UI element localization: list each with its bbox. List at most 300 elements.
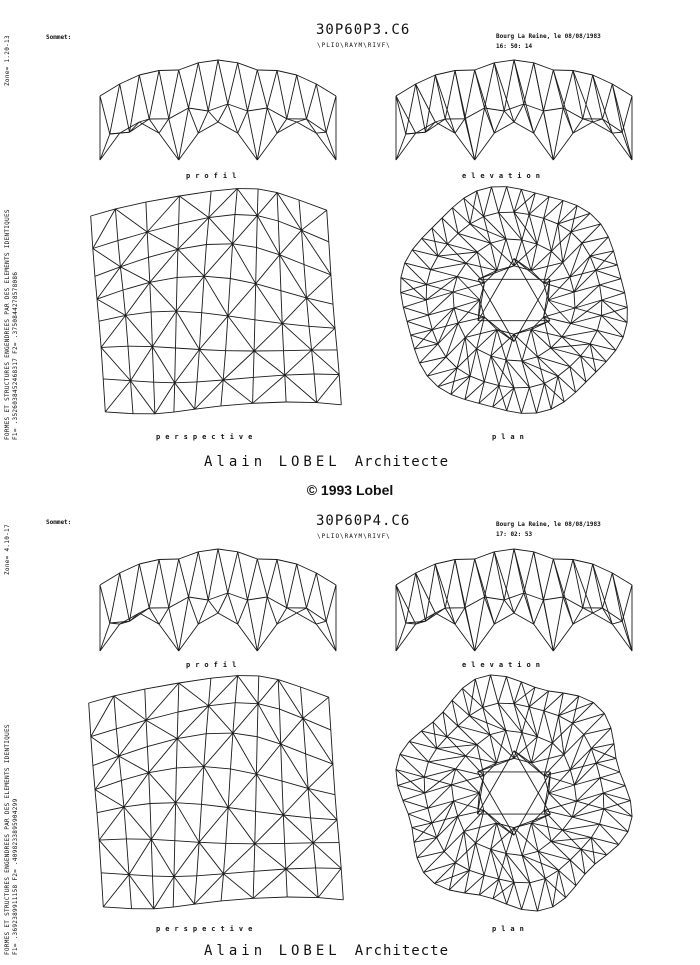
structure-edge [514, 60, 534, 133]
structure-edge [411, 330, 433, 335]
structure-edge [257, 108, 267, 160]
structure-edge [462, 688, 469, 715]
structure-edge [230, 279, 255, 284]
structure-edge [538, 907, 553, 911]
sheet-2-drawings [0, 485, 700, 962]
plan-view [396, 675, 632, 911]
structure-edge [173, 904, 194, 907]
structure-edge [258, 189, 277, 193]
structure-edge [341, 868, 343, 899]
structure-edge [174, 876, 197, 877]
sheet-1-drawings [0, 0, 700, 480]
structure-edge [571, 315, 602, 323]
structure-edge [307, 298, 336, 328]
structure-edge [537, 409, 552, 413]
signature [204, 454, 449, 470]
structure-edge [435, 75, 445, 119]
structure-edge [507, 187, 514, 213]
structure-edge [575, 308, 601, 315]
structure-edge [558, 224, 563, 263]
structure-edge [407, 321, 411, 335]
structure-edge [563, 560, 573, 598]
structure-edge [466, 745, 477, 756]
structure-edge [189, 597, 199, 624]
structure-edge [150, 249, 178, 282]
structure-edge [208, 111, 218, 122]
structure-edge [103, 379, 105, 412]
structure-edge [531, 244, 537, 270]
structure-edge [177, 739, 204, 767]
structure-edge [280, 255, 281, 291]
structure-edge [590, 237, 608, 256]
plan-caption: plan [492, 925, 529, 933]
structure-edge [139, 71, 159, 76]
structure-edge [537, 244, 551, 251]
structure-edge [286, 868, 316, 869]
structure-edge [223, 351, 254, 380]
structure-edge [285, 843, 286, 869]
structure-edge [406, 573, 416, 623]
structure-edge [438, 344, 446, 357]
structure-edge [287, 608, 297, 613]
structure-edge [297, 608, 307, 613]
structure-edge [253, 897, 287, 898]
structure-edge [444, 816, 458, 851]
structure-edge [282, 298, 306, 324]
structure-edge [479, 403, 493, 407]
structure-edge [576, 874, 585, 886]
structure-edge [176, 803, 200, 843]
structure-edge [531, 330, 537, 357]
structure-edge [415, 349, 420, 363]
structure-edge [437, 737, 447, 749]
structure-edge [189, 108, 209, 111]
structure-edge [577, 206, 590, 214]
structure-edge [299, 200, 327, 210]
structure-edge [100, 585, 110, 623]
structure-edge [89, 703, 91, 737]
structure-edge [396, 96, 406, 134]
structure-edge [297, 119, 307, 122]
structure-edge [126, 282, 150, 315]
structure-edge [282, 323, 309, 326]
structure-edge [159, 608, 169, 624]
structure-edge [506, 239, 522, 240]
structure-edge [235, 189, 237, 215]
structure-edge [603, 786, 625, 793]
structure-edge [499, 386, 514, 388]
structure-edge [195, 382, 197, 409]
structure-edge [612, 573, 632, 651]
structure-edge [544, 308, 575, 317]
structure-edge [121, 773, 148, 781]
structure-edge [218, 60, 228, 104]
structure-edge [403, 793, 425, 800]
drawing-sheet-2 [0, 485, 700, 965]
structure-edge [318, 868, 341, 897]
structure-edge [411, 335, 438, 344]
structure-edge [128, 346, 131, 381]
structure-edge [562, 830, 591, 838]
structure-edge [211, 676, 238, 679]
structure-edge [238, 111, 248, 133]
structure-edge [218, 549, 238, 552]
signature [204, 943, 449, 959]
structure-edge [267, 108, 277, 133]
structure-edge [553, 559, 573, 624]
structure-edge [114, 696, 146, 720]
structure-edge [307, 275, 331, 298]
structure-edge [514, 549, 534, 624]
structure-edge [307, 298, 310, 326]
structure-edge [455, 559, 475, 560]
structure-edge [491, 849, 499, 879]
structure-edge [228, 808, 255, 844]
structure-edge [115, 209, 118, 241]
structure-edge [504, 600, 514, 613]
structure-edge [412, 250, 438, 256]
structure-edge [316, 132, 326, 133]
structure-edge [475, 675, 490, 679]
structure-edge [197, 380, 223, 382]
structure-edge [558, 367, 570, 377]
structure-edge [221, 874, 223, 901]
structure-edge [529, 707, 544, 711]
structure-edge [150, 282, 177, 311]
structure-edge [602, 293, 625, 300]
structure-edge [99, 840, 129, 875]
structure-edge [110, 133, 120, 134]
structure-edge [177, 712, 178, 739]
structure-edge [297, 564, 307, 608]
structure-edge [254, 323, 282, 351]
structure-edge [438, 256, 466, 263]
structure-edge [544, 801, 576, 810]
structure-edge [521, 189, 535, 193]
structure-edge [417, 852, 444, 858]
structure-edge [331, 275, 333, 304]
structure-edge [438, 244, 448, 256]
structure-edge [257, 559, 277, 560]
structure-edge [178, 683, 179, 712]
structure-edge [485, 552, 495, 597]
structure-edge [437, 816, 458, 837]
structure-edge [593, 703, 604, 714]
structure-edge [131, 381, 155, 414]
structure-edge [401, 263, 405, 278]
structure-edge [202, 767, 204, 805]
structure-edge [120, 75, 140, 84]
structure-edge [316, 573, 326, 621]
structure-edge [297, 75, 307, 119]
structure-edge [278, 680, 303, 719]
structure-edge [437, 748, 466, 756]
structure-edge [105, 412, 133, 414]
structure-edge [544, 317, 562, 337]
structure-edge [583, 564, 593, 608]
structure-edge [233, 704, 258, 733]
structure-edge [233, 244, 257, 248]
structure-edge [149, 773, 176, 803]
structure-edge [177, 249, 178, 277]
structure-edge [535, 687, 549, 691]
side-caption: FORMES ET STRUCTURES ENGENDREES PAR DES ELEMENTS IDENTIQUES [4, 209, 11, 440]
structure-edge [257, 597, 267, 651]
structure-edge [282, 781, 283, 815]
drawing-title: 30P60P3.C6 [316, 22, 410, 38]
structure-edge [506, 731, 522, 733]
structure-edge [307, 119, 317, 133]
structure-edge [120, 613, 140, 624]
structure-edge [153, 876, 175, 877]
structure-edge [287, 75, 297, 119]
structure-edge [522, 823, 531, 855]
structure-edge [204, 733, 233, 767]
structure-edge [235, 215, 257, 216]
structure-edge [475, 70, 495, 133]
place-date: Bourg La Reine, le 08/08/1983 [496, 33, 601, 40]
structure-edge [316, 84, 336, 96]
structure-edge [281, 744, 282, 781]
structure-edge [259, 676, 278, 680]
structure-edge [280, 255, 304, 265]
structure-edge [603, 608, 623, 621]
structure-edge [464, 198, 470, 224]
structure-edge [316, 84, 326, 132]
structure-edge [197, 350, 199, 382]
structure-edge [331, 730, 333, 764]
structure-edge [559, 860, 571, 870]
structure-edge [416, 613, 436, 624]
structure-edge [235, 703, 258, 704]
structure-edge [129, 839, 151, 874]
structure-edge [406, 84, 416, 134]
structure-edge [522, 851, 538, 855]
structure-edge [277, 193, 299, 200]
structure-edge [484, 213, 499, 217]
structure-edge [521, 682, 535, 688]
structure-edge [179, 108, 189, 160]
structure-edge [100, 84, 120, 96]
structure-edge [416, 573, 426, 621]
structure-edge [256, 737, 257, 775]
structure-edge [309, 326, 312, 350]
structure-edge [304, 265, 331, 275]
structure-edge [401, 293, 404, 308]
structure-edge [577, 801, 604, 809]
structure-edge [431, 256, 438, 270]
structure-edge [432, 823, 437, 838]
structure-edge [257, 70, 267, 108]
structure-edge [283, 788, 308, 815]
elevation-view [396, 60, 632, 160]
structure-edge [199, 808, 228, 843]
structure-edge [209, 678, 211, 706]
structure-edge [115, 202, 145, 209]
structure-edge [253, 377, 254, 403]
structure-edge [446, 323, 458, 357]
structure-edge [529, 214, 544, 218]
structure-edge [449, 890, 465, 893]
structure-edge [506, 853, 522, 855]
structure-edge [233, 244, 256, 284]
structure-edge [535, 193, 549, 197]
structure-edge [97, 299, 99, 321]
structure-edge [256, 255, 280, 284]
structure-edge [455, 70, 475, 71]
structure-edge [285, 350, 312, 375]
structure-edge [506, 360, 522, 361]
structure-edge [255, 844, 286, 869]
structure-edge [424, 872, 435, 883]
structure-edge [593, 75, 603, 119]
structure-edge [258, 680, 278, 704]
structure-edge [100, 133, 120, 160]
structure-edge [494, 549, 514, 552]
structure-edge [562, 324, 571, 337]
structure-edge [551, 376, 558, 409]
structure-edge [514, 60, 534, 63]
structure-edge [590, 213, 601, 224]
structure-edge [302, 210, 327, 230]
structure-edge [603, 119, 613, 133]
structure-edge [154, 382, 175, 383]
structure-edge [417, 858, 424, 873]
structure-edge [218, 549, 228, 593]
structure-edge [267, 560, 277, 598]
structure-edge [149, 119, 159, 133]
structure-edge [403, 307, 428, 315]
structure-edge [199, 350, 225, 351]
structure-edge [257, 624, 277, 651]
structure-edge [396, 133, 416, 160]
structure-edge [317, 375, 340, 403]
structure-edge [596, 763, 620, 772]
structure-edge [238, 676, 258, 704]
structure-edge [256, 744, 280, 774]
structure-edge [476, 843, 491, 849]
structure-edge [126, 839, 129, 875]
structure-edge [494, 552, 514, 613]
structure-edge [146, 683, 179, 720]
structure-edge [477, 349, 485, 382]
structure-edge [146, 720, 177, 738]
drawing-sheet-1 [0, 0, 700, 480]
structure-edge [566, 886, 576, 898]
structure-edge [169, 597, 189, 608]
structure-edge [228, 284, 256, 316]
profil-caption: profil [186, 172, 241, 180]
drawing-path: \PLIO\RAYM\RIVF\ [317, 42, 391, 49]
structure-edge [126, 315, 153, 346]
structure-edge [444, 852, 455, 863]
structure-edge [409, 741, 436, 748]
structure-edge [447, 726, 458, 737]
structure-edge [110, 623, 120, 624]
structure-edge [396, 770, 398, 786]
structure-edge [465, 337, 470, 376]
structure-edge [307, 119, 327, 132]
structure-edge [572, 817, 599, 824]
structure-edge [312, 350, 315, 374]
structure-edge [248, 600, 258, 651]
structure-edge [116, 720, 146, 729]
structure-edge [469, 843, 475, 870]
structure-edge [494, 111, 504, 133]
structure-edge [573, 71, 583, 119]
structure-edge [306, 754, 333, 764]
structure-edge [329, 697, 331, 730]
structure-edge [534, 600, 544, 624]
structure-edge [335, 328, 337, 350]
structure-edge [492, 187, 499, 213]
structure-edge [593, 75, 613, 133]
structure-edge [596, 362, 606, 372]
structure-edge [308, 788, 335, 794]
structure-edge [149, 249, 178, 257]
structure-edge [329, 242, 331, 275]
structure-edge [544, 711, 553, 743]
structure-edge [426, 300, 428, 315]
structure-edge [150, 282, 151, 312]
structure-edge [286, 869, 318, 898]
structure-edge [176, 767, 203, 768]
structure-edge [420, 344, 438, 363]
structure-edge [254, 351, 285, 375]
structure-edge [277, 71, 287, 119]
structure-edge [119, 720, 146, 756]
structure-edge [455, 863, 469, 871]
structure-edge [420, 357, 446, 363]
drawing-path: \PLIO\RAYM\RIVF\ [317, 533, 391, 540]
structure-edge [458, 323, 465, 337]
structure-edge [159, 119, 169, 133]
structure-edge [544, 218, 558, 224]
structure-edge [301, 687, 304, 718]
structure-edge [235, 676, 237, 703]
structure-edge [493, 899, 507, 905]
structure-edge [491, 330, 497, 356]
structure-edge [224, 874, 254, 899]
structure-edge [116, 729, 119, 756]
structure-edge [428, 756, 465, 762]
structure-edge [573, 71, 593, 123]
structure-edge [120, 84, 130, 132]
structure-edge [95, 780, 121, 789]
structure-edge [573, 122, 593, 133]
structure-edge [491, 239, 507, 243]
structure-edge [537, 383, 545, 413]
structure-edge [576, 382, 586, 392]
structure-edge [491, 243, 497, 270]
structure-edge [445, 119, 455, 133]
structure-edge [600, 279, 621, 285]
structure-edge [281, 291, 282, 324]
structure-edge [412, 250, 430, 270]
structure-edge [209, 189, 238, 218]
structure-edge [412, 828, 414, 843]
structure-edge [285, 375, 317, 403]
structure-edge [209, 706, 233, 733]
structure-edge [179, 559, 189, 597]
structure-edge [152, 347, 175, 348]
structure-edge [562, 824, 599, 830]
structure-edge [159, 560, 169, 608]
sommet-label: Sommet: [46, 34, 71, 41]
structure-edge [147, 224, 179, 232]
structure-edge [151, 839, 174, 876]
structure-edge [590, 256, 617, 265]
